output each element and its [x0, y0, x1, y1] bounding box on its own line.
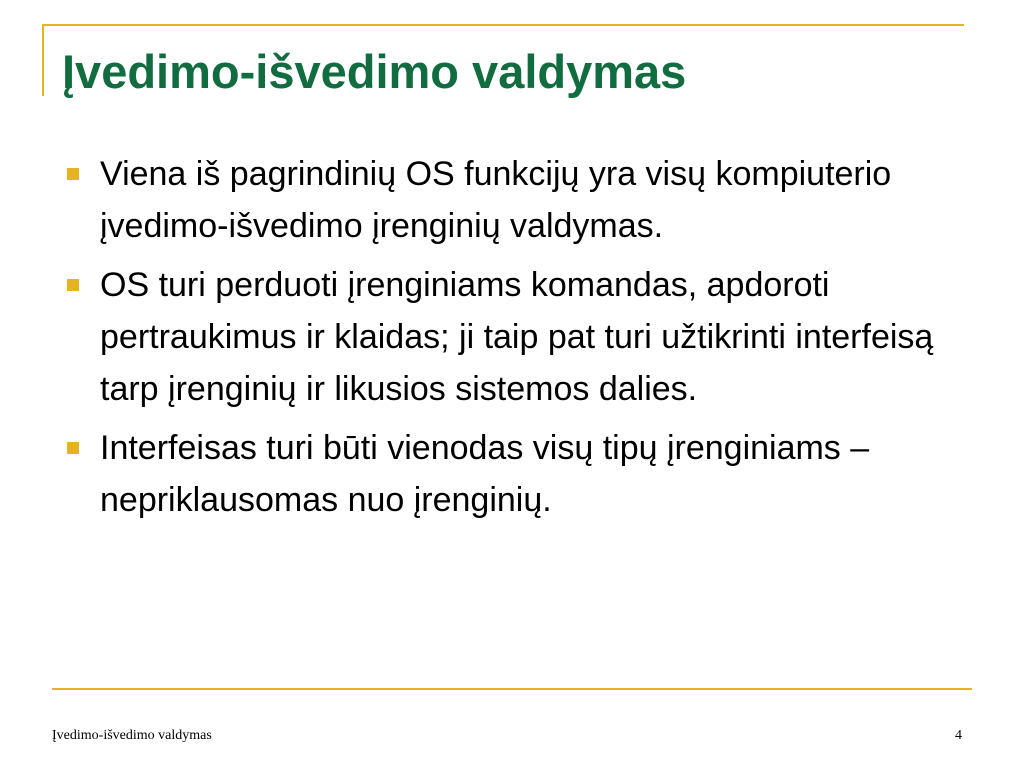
square-bullet-icon: [67, 442, 79, 454]
page-number: 4: [955, 728, 962, 743]
footer-title: Įvedimo-išvedimo valdymas: [52, 728, 212, 743]
bullet-item: [62, 259, 982, 415]
square-bullet-icon: [67, 168, 79, 180]
bullet-item: [62, 422, 982, 526]
square-bullet-icon: [67, 279, 79, 291]
footer-divider: [52, 688, 972, 690]
bullet-item: [62, 148, 982, 252]
slide-title: Įvedimo-išvedimo valdymas: [62, 45, 687, 98]
bullet-list: [62, 148, 982, 533]
bullet-text: Interfeisas turi būti vienodas visų tipų įrenginiams – nepriklausomas nuo įrenginių.: [100, 429, 870, 519]
bullet-text: Viena iš pagrindinių OS funkcijų yra visų kompiuterio įvedimo-išvedimo įrenginių valdymas.: [100, 155, 892, 245]
title-frame-top-rule: [42, 24, 964, 26]
bullet-text: OS turi perduoti įrenginiams komandas, apdoroti pertraukimus ir klaidas; ji taip pat turi užtikrinti interfeisą tarp įrenginių ir likusios sistemos dalies.: [100, 266, 934, 408]
title-frame-left-rule: [42, 24, 44, 96]
